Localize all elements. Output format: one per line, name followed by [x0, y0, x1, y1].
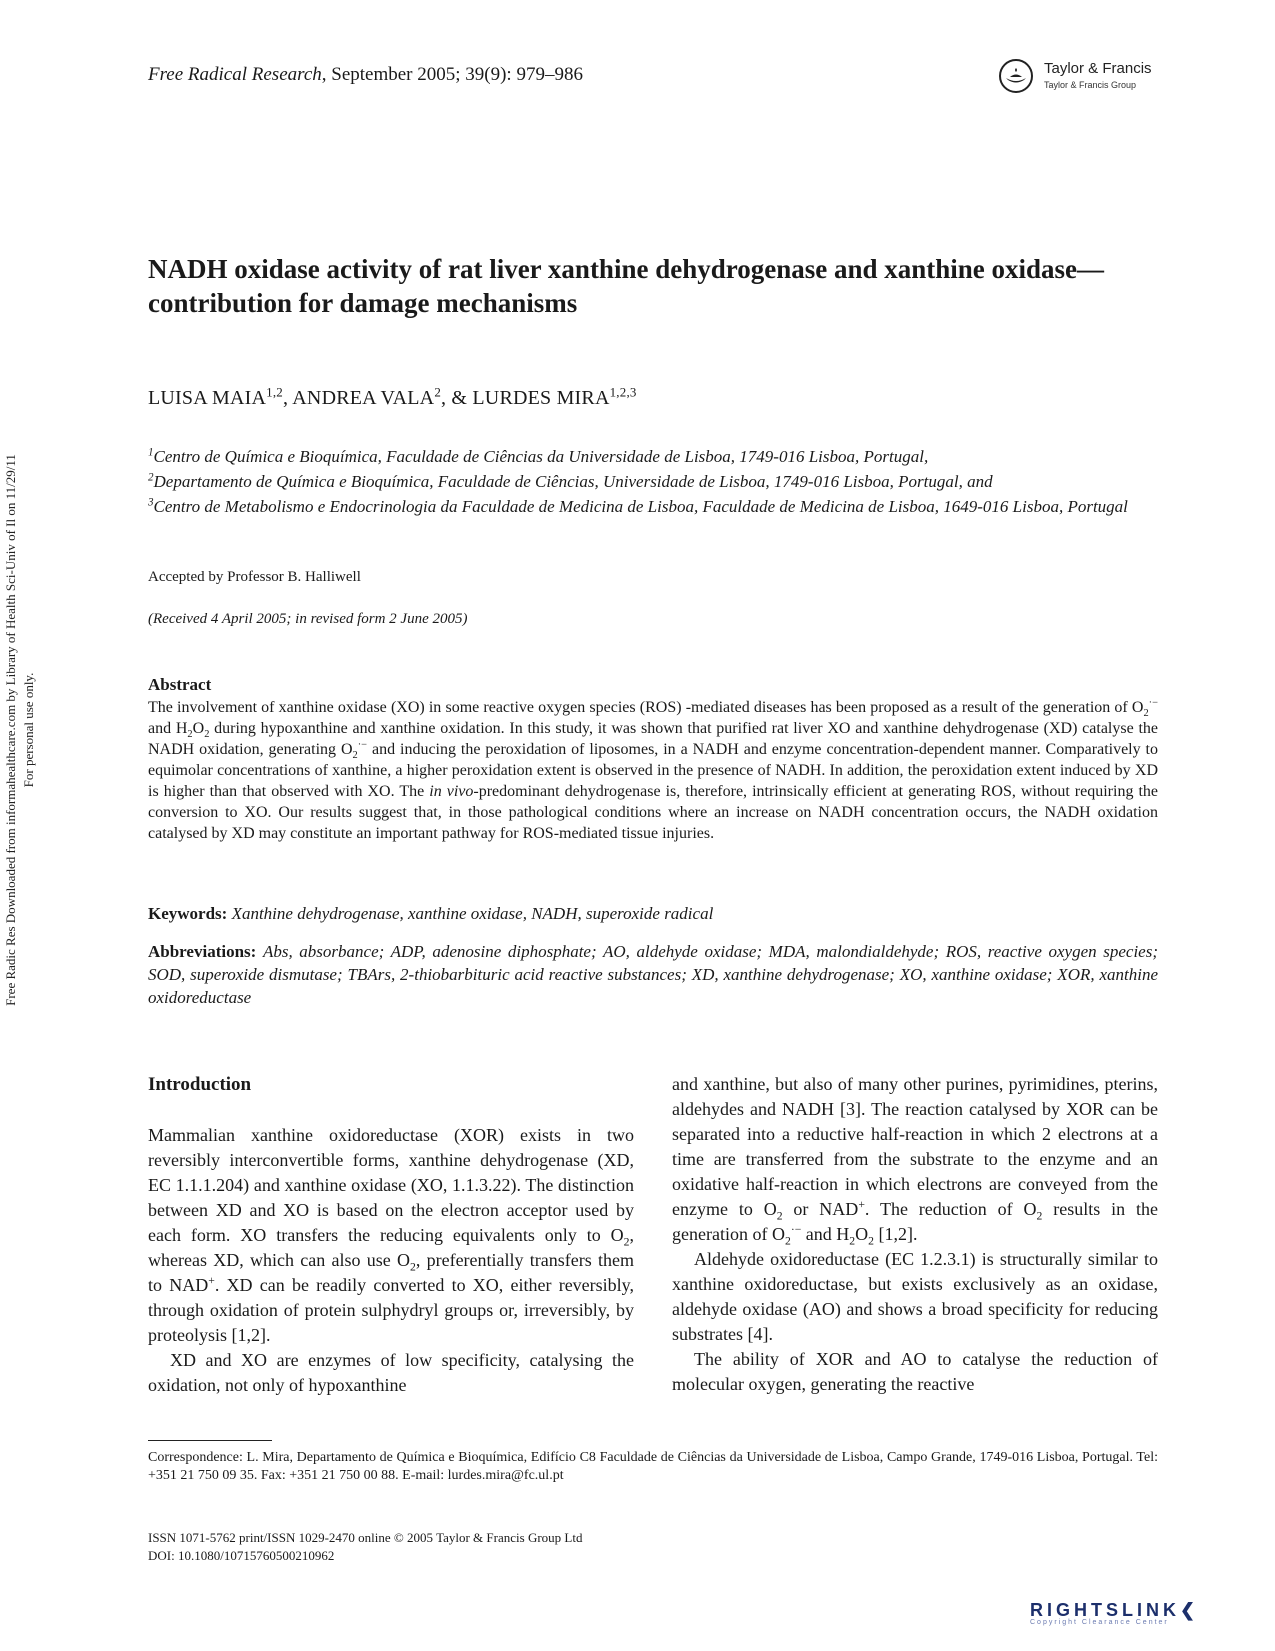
download-notice-line2: For personal use only.	[21, 672, 36, 788]
body-paragraph: The ability of XOR and AO to catalyse the reduction of molecular oxygen, generating the reactive	[672, 1349, 1158, 1394]
journal-issue: , September 2005; 39(9): 979–986	[321, 64, 583, 85]
doi: DOI: 10.1080/10715760500210962	[148, 1548, 335, 1563]
download-notice	[2, 280, 38, 1180]
abbreviations	[148, 940, 1158, 1009]
rightslink-brand: RIGHTSLINK	[1030, 1600, 1180, 1620]
body-paragraph: Aldehyde oxidoreductase (EC 1.2.3.1) is structurally similar to xanthine oxidoreductase, but exists exclusively as an oxidase, aldehyde oxidase (AO) and shows a broad specificity for reducing substrates [4].	[672, 1249, 1158, 1344]
issn-block	[148, 1529, 582, 1565]
rightslink-sub: Copyright Clearance Center	[1030, 1619, 1169, 1626]
author-list: LUISA MAIA$^{1,2}$, ANDREA VALA$^2$, & LURDES MIRA$^{1,2,3}$	[148, 384, 637, 409]
correspondence: Correspondence: L. Mira, Departamento de Química e Bioquímica, Edifício C8 Faculdade de Ciências da Universidade de Lisboa, Campo Grande, 1749-016 Lisboa, Portugal. Tel: +351 21 750 09 35. Fax: +351 21 750 00 88. E-mail: lurdes.mira@fc.ul.pt	[148, 1450, 1158, 1483]
author-name: LUISA MAIA	[148, 387, 267, 409]
body-column-right	[672, 1072, 1158, 1397]
keywords	[148, 902, 1158, 925]
keywords-text: Xanthine dehydrogenase, xanthine oxidase, NADH, superoxide radical	[231, 904, 714, 923]
body-paragraph: XD and XO are enzymes of low specificity, catalysing the oxidation, not only of hypoxanthine	[148, 1350, 634, 1395]
affiliation-1: $^1$Centro de Química e Bioquímica, Faculdade de Ciências da Universidade de Lisboa, 1749-016 Lisboa, Portugal,	[148, 446, 929, 466]
affiliation-3: $^3$Centro de Metabolismo e Endocrinologia da Faculdade de Medicina de Lisboa, Faculdade de Medicina de Lisboa, 1649-016 Lisboa, Portugal	[148, 496, 1128, 516]
abstract-heading: Abstract	[148, 675, 212, 694]
author-affil-sup: 2	[434, 384, 442, 400]
download-notice-line1: Free Radic Res Downloaded from informahealthcare.com by Library of Health Sci-Univ of Il on 11/29/11	[3, 454, 18, 1006]
rightslink-logo[interactable]	[1030, 1600, 1199, 1626]
keywords-label: Keywords:	[148, 904, 228, 923]
journal-name: Free Radical Research	[148, 64, 322, 85]
author-name: LURDES MIRA	[472, 387, 610, 409]
author-affil-sup: 1,2,3	[609, 384, 637, 400]
footnote-rule	[148, 1440, 272, 1441]
author-name: ANDREA VALA	[292, 387, 435, 409]
journal-citation	[148, 64, 583, 86]
body-paragraph: and xanthine, but also of many other purines, pyrimidines, pterins, aldehydes and NADH [3]. The reaction catalysed by XOR can be separated into a reductive half-reaction in which 2 electrons at a time are transferred from the substrate to the enzyme and an oxidative half-reaction in which electrons are conveyed from the enzyme to $O_2$ or NAD+. The reduction of $O_2$ results in the generation of $O_2^{\cdot-}$ and $H_2O_2$ [1,2].	[672, 1074, 1158, 1248]
received-dates: (Received 4 April 2005; in revised form 2 June 2005)	[148, 611, 468, 627]
publisher-group: Taylor & Francis Group	[1044, 80, 1137, 90]
rightslink-arrow-icon: ❮	[1180, 1600, 1200, 1620]
paper-title: NADH oxidase activity of rat liver xanthine dehydrogenase and xanthine oxidase—contribution for damage mechanisms	[148, 254, 1105, 318]
accepted-by: Accepted by Professor B. Halliwell	[148, 569, 361, 585]
publisher-lamp-icon	[998, 58, 1034, 94]
abstract-text: The involvement of xanthine oxidase (XO) in some reactive oxygen species (ROS) -mediated diseases has been proposed as a result of the generation of $O_2^{\cdot-}$ and $H_2O_2$ during hypoxanthine and xanthine oxidation. In this study, it was shown that purified rat liver XO and xanthine dehydrogenase (XD) catalyse the NADH oxidation, generating $O_2^{\cdot-}$ and inducing the peroxidation of liposomes, in a NADH and enzyme concentration-dependent manner. Comparatively to equimolar concentrations of xanthine, a higher peroxidation extent is observed in the presence of NADH. In addition, the peroxidation extent induced by XD is higher than that observed with XO. The in vivo-predominant dehydrogenase is, therefore, intrinsically efficient at generating ROS, without requiring the conversion to XO. Our results suggest that, in those pathological conditions where an increase on NADH concentration occurs, the NADH oxidation catalysed by XD may constitute an important pathway for ROS-mediated tissue injuries.	[148, 697, 1159, 842]
body-column-left	[148, 1072, 634, 1398]
issn: ISSN 1071-5762 print/ISSN 1029-2470 online © 2005 Taylor & Francis Group Ltd	[148, 1530, 583, 1545]
publisher-name: Taylor & Francis	[1044, 60, 1152, 77]
introduction-heading: Introduction	[148, 1074, 252, 1095]
affiliations	[148, 444, 1158, 519]
abbreviations-text: Abs, absorbance; ADP, adenosine diphosphate; AO, aldehyde oxidase; MDA, malondialdehyde; ROS, reactive oxygen species; SOD, superoxide dismutase; TBArs, 2-thiobarbituric acid reactive substances; XD, xanthine dehydrogenase; XO, xanthine oxidase; XOR, xanthine oxidoreductase	[148, 942, 1159, 1007]
affiliation-2: $^2$Departamento de Química e Bioquímica, Faculdade de Ciências, Universidade de Lisboa, 1749-016 Lisboa, Portugal, and	[148, 471, 993, 491]
body-paragraph: Mammalian xanthine oxidoreductase (XOR) exists in two reversibly interconvertible forms, xanthine dehydrogenase (XD, EC 1.1.1.204) and xanthine oxidase (XO, 1.1.3.22). The distinction between XD and XO is based on the electron acceptor used by each form. XO transfers the reducing equivalents only to $O_2$, whereas XD, which can also use $O_2$, preferentially transfers them to NAD+. XD can be readily converted to XO, either reversibly, through oxidation of protein sulphydryl groups or, irreversibly, by proteolysis [1,2].	[148, 1125, 635, 1345]
publisher-logo	[998, 58, 1158, 100]
abbreviations-label: Abbreviations:	[148, 942, 257, 961]
author-affil-sup: 1,2	[266, 384, 283, 400]
